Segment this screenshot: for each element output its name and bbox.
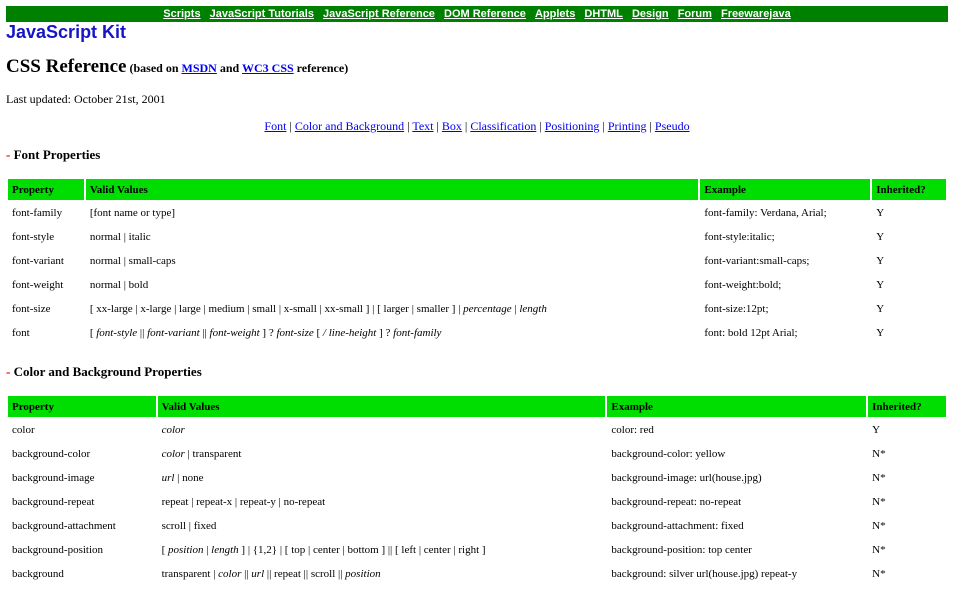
cell-property: background-attachment	[12, 520, 116, 532]
section-link-color-background[interactable]: Color and Background	[294, 119, 405, 133]
table-row	[8, 298, 946, 320]
section-link-printing[interactable]: Printing	[607, 119, 647, 133]
cell-property: font-family	[12, 207, 63, 219]
cell-example: font-family: Verdana, Arial;	[704, 207, 827, 219]
cell-property: color	[12, 424, 35, 436]
header-inherited: Inherited?	[868, 396, 946, 417]
cell-property: font-weight	[12, 279, 64, 291]
cell-property: background-color	[12, 448, 91, 460]
values-italic: percentage	[463, 303, 512, 315]
section-link-classification[interactable]: Classification	[470, 119, 537, 133]
values-italic: font-variant	[147, 327, 200, 339]
values-italic: font-family	[393, 327, 442, 339]
cell-example: font-weight:bold;	[704, 279, 782, 291]
values-text: [ xx-large | x-large | large | medium | small | x-small | xx-small ] | [ larger | smaller ] |	[89, 303, 464, 315]
header-inherited: Inherited?	[872, 179, 946, 200]
nav-link-dom-reference[interactable]: DOM Reference	[444, 8, 526, 20]
values-text: [	[161, 544, 168, 556]
cell-example: background-position: top center	[611, 544, 752, 556]
header-property: Property	[8, 396, 156, 417]
cell-inherited: N*	[872, 520, 886, 532]
cell-inherited: Y	[876, 327, 885, 339]
cell-example: font-size:12pt;	[704, 303, 769, 315]
nav-link-dhtml[interactable]: DHTML	[584, 8, 623, 20]
values-italic: font-size	[276, 327, 314, 339]
cell-values: scroll | fixed	[161, 520, 217, 532]
nav-link-javascript-reference[interactable]: JavaScript Reference	[323, 8, 435, 20]
font-properties-table	[6, 177, 948, 346]
cell-property: background-position	[12, 544, 104, 556]
values-text: |	[203, 544, 212, 556]
section-link-positioning[interactable]: Positioning	[544, 119, 600, 133]
title-sub-prefix: (based on	[126, 61, 182, 75]
cell-property: background-repeat	[12, 496, 95, 508]
cell-values: [ font-style || font-variant || font-weight ] ? font-size [ / line-height ] ? font-family	[89, 327, 442, 339]
table-row	[8, 563, 946, 585]
cell-property: font-style	[12, 231, 55, 243]
page-title	[6, 56, 348, 78]
table-row	[8, 419, 946, 441]
values-italic: color	[218, 568, 242, 580]
header-example: Example	[607, 396, 866, 417]
cell-inherited: Y	[876, 207, 885, 219]
nav-link-freewarejava[interactable]: Freewarejava	[721, 8, 791, 20]
wc3-css-link[interactable]: WC3 CSS	[241, 61, 294, 75]
table-row	[8, 443, 946, 465]
cell-property: background	[12, 568, 64, 580]
cell-values: normal | small-caps	[89, 255, 176, 267]
top-navigation-bar	[6, 6, 948, 22]
cell-inherited: N*	[872, 568, 886, 580]
cell-property: font	[12, 327, 30, 339]
msdn-link[interactable]: MSDN	[181, 61, 217, 75]
color-section-title: Color and Background Properties	[13, 364, 202, 379]
cell-values	[158, 419, 606, 441]
values-text: |	[511, 303, 520, 315]
cell-inherited: Y	[876, 303, 885, 315]
cell-inherited: Y	[872, 424, 881, 436]
title-sub-suffix: reference)	[293, 61, 349, 75]
table-row	[8, 322, 946, 344]
values-italic: color	[161, 448, 185, 460]
values-text: ] | {1,2} | [ top | center | bottom ] || [ left | center | right ]	[238, 544, 486, 556]
values-italic: position	[345, 568, 381, 580]
nav-link-scripts[interactable]: Scripts	[163, 8, 201, 20]
values-italic: font-weight	[209, 327, 260, 339]
table-row	[8, 226, 946, 248]
cell-inherited: Y	[876, 279, 885, 291]
cell-example: font: bold 12pt Arial;	[704, 327, 798, 339]
table-row	[8, 250, 946, 272]
section-link-font[interactable]: Font	[264, 119, 287, 133]
values-text: [	[89, 327, 97, 339]
nav-link-forum[interactable]: Forum	[677, 8, 712, 20]
table-row	[8, 274, 946, 296]
cell-inherited: N*	[872, 448, 886, 460]
table-row	[8, 202, 946, 224]
header-property: Property	[8, 179, 84, 200]
cell-example: background-repeat: no-repeat	[611, 496, 742, 508]
font-section-heading	[6, 147, 100, 163]
cell-values	[86, 298, 699, 320]
table-header-row	[8, 396, 946, 417]
values-text: || repeat || scroll ||	[264, 568, 346, 580]
values-italic: font-style	[96, 327, 138, 339]
heading-dash-icon: -	[6, 364, 14, 379]
cell-values	[158, 563, 606, 585]
table-row	[8, 491, 946, 513]
color-background-table	[6, 394, 948, 587]
cell-values	[158, 539, 606, 561]
values-text: | transparent	[184, 448, 242, 460]
section-link-pseudo[interactable]: Pseudo	[654, 119, 690, 133]
cell-example: background-color: yellow	[611, 448, 726, 460]
last-updated: Last updated: October 21st, 2001	[6, 92, 166, 106]
cell-example: color: red	[611, 424, 654, 436]
cell-values: repeat | repeat-x | repeat-y | no-repeat	[161, 496, 326, 508]
font-section-title: Font Properties	[13, 147, 101, 162]
values-text: | none	[174, 472, 204, 484]
values-italic: position	[168, 544, 204, 556]
values-italic: url	[161, 472, 175, 484]
site-logo-text[interactable]: JavaScript Kit	[6, 22, 127, 42]
table-row	[8, 539, 946, 561]
page-title-main: CSS Reference	[6, 56, 127, 77]
cell-values	[158, 467, 606, 489]
cell-values: normal | bold	[89, 279, 149, 291]
cell-inherited: Y	[876, 255, 885, 267]
nav-link-applets[interactable]: Applets	[534, 8, 576, 20]
nav-link-design[interactable]: Design	[631, 8, 669, 20]
title-sub-mid: and	[216, 61, 242, 75]
cell-values	[158, 443, 606, 465]
cell-property: background-image	[12, 472, 95, 484]
nav-link-javascript-tutorials[interactable]: JavaScript Tutorials	[209, 8, 314, 20]
cell-example: background: silver url(house.jpg) repeat-y	[611, 568, 798, 580]
values-italic: length	[519, 303, 547, 315]
values-italic: url	[251, 568, 265, 580]
values-italic: color	[161, 424, 185, 436]
color-section-heading	[6, 364, 202, 380]
values-text: ||	[241, 568, 252, 580]
cell-inherited: Y	[876, 231, 885, 243]
cell-property: font-variant	[12, 255, 64, 267]
section-link-box[interactable]: Box	[441, 119, 462, 133]
heading-dash-icon: -	[6, 147, 14, 162]
cell-example: background-image: url(house.jpg)	[611, 472, 762, 484]
header-example: Example	[700, 179, 870, 200]
values-text: transparent |	[161, 568, 219, 580]
cell-example: background-attachment: fixed	[611, 520, 744, 532]
cell-example: font-style:italic;	[704, 231, 775, 243]
cell-inherited: N*	[872, 496, 886, 508]
cell-inherited: N*	[872, 544, 886, 556]
cell-values: normal | italic	[89, 231, 151, 243]
section-link-text[interactable]: Text	[412, 119, 434, 133]
table-header-row	[8, 179, 946, 200]
cell-values: [font name or type]	[89, 207, 176, 219]
page-title-sub	[126, 61, 348, 75]
table-row	[8, 467, 946, 489]
table-row	[8, 515, 946, 537]
cell-example: font-variant:small-caps;	[704, 255, 810, 267]
header-valid-values: Valid Values	[158, 396, 606, 417]
header-valid-values: Valid Values	[86, 179, 699, 200]
section-navigation: Font | Color and Background | Text | Box | Classification | Positioning | Printing | Pseudo	[264, 119, 690, 133]
cell-property: font-size	[12, 303, 51, 315]
values-italic: / line-height	[322, 327, 377, 339]
cell-inherited: N*	[872, 472, 886, 484]
values-italic: length	[211, 544, 239, 556]
